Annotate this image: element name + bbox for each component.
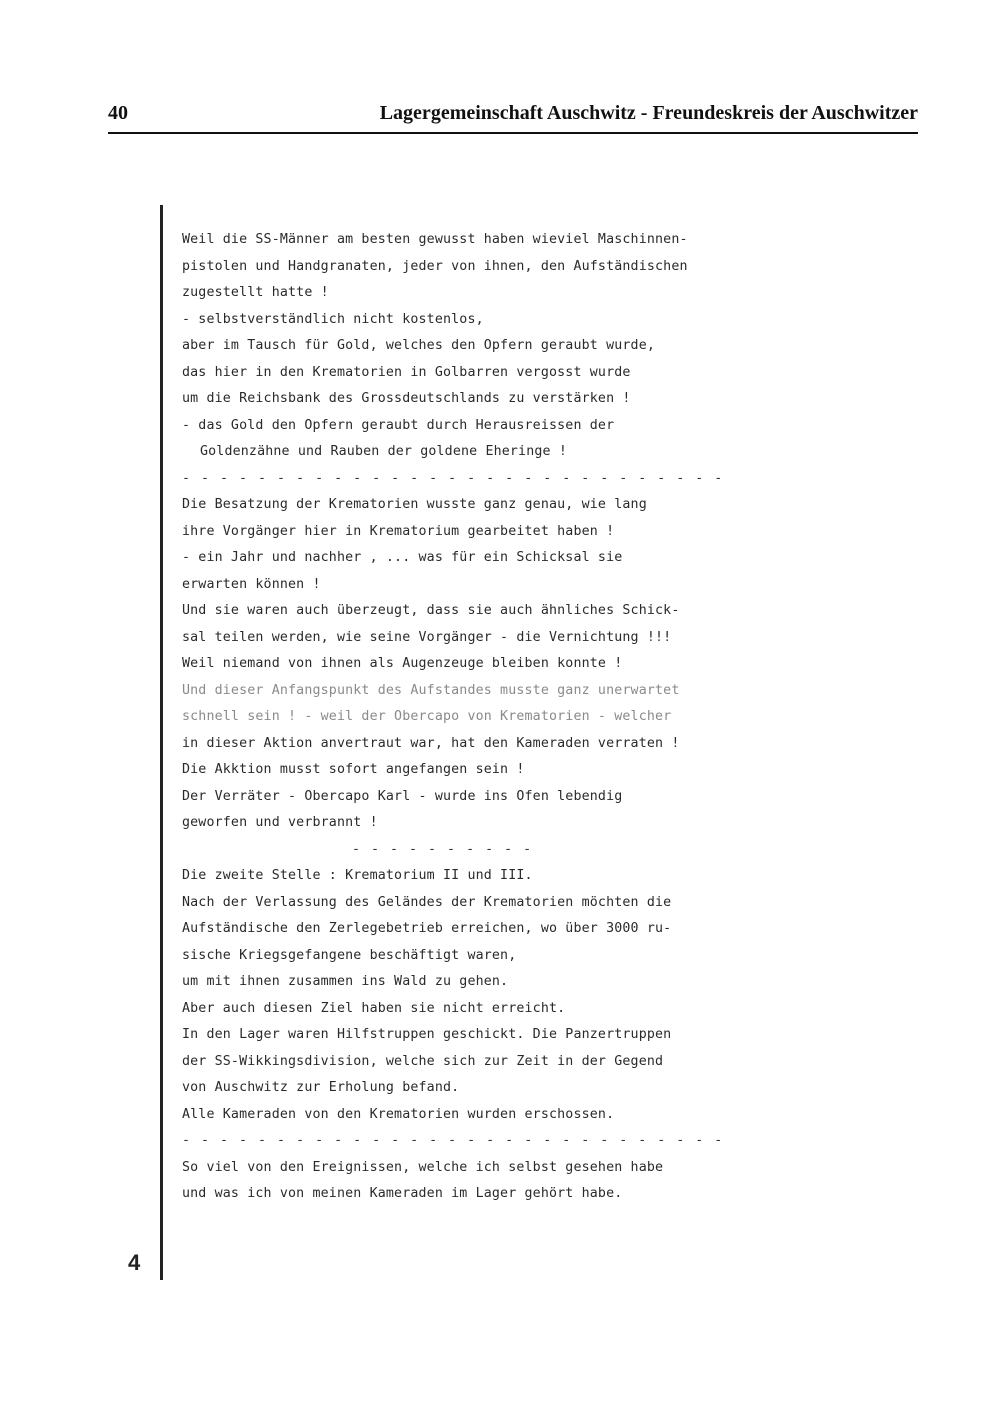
text-line: erwarten können !: [182, 576, 321, 592]
text-line: Die Akktion musst sofort angefangen sein !: [182, 762, 525, 777]
text-line: - selbstverständlich nicht kostenlos,: [182, 311, 484, 327]
text-line: Weil die SS-Männer am besten gewusst haben wieviel Maschinnen-: [182, 232, 688, 247]
text-line: pistolen und Handgranaten, jeder von ihnen, den Aufständischen: [182, 258, 688, 274]
text-line: um die Reichsbank des Grossdeutschlands zu verstärken !: [182, 391, 631, 406]
scan-page-mark: 4: [128, 1250, 141, 1275]
typewritten-text: [182, 227, 832, 1208]
text-line: - ein Jahr und nachher , ... was für ein Schicksal sie: [182, 550, 623, 565]
text-line: das hier in den Krematorien in Golbarren vergosst wurde: [182, 364, 631, 380]
text-line: Aber auch diesen Ziel haben sie nicht erreicht.: [182, 1000, 566, 1016]
text-line: sische Kriegsgefangene beschäftigt waren,: [182, 947, 517, 963]
text-line: von Auschwitz zur Erholung befand.: [182, 1080, 460, 1095]
text-line: Die zweite Stelle : Krematorium II und III.: [182, 868, 533, 883]
text-line: ihre Vorgänger hier in Krematorium gearbeitet haben !: [182, 523, 615, 539]
text-line: der SS-Wikkingsdivision, welche sich zur Zeit in der Gegend: [182, 1053, 664, 1069]
text-line: Aufständische den Zerlegebetrieb erreichen, wo über 3000 ru-: [182, 921, 672, 936]
dash-separator: - - - - - - - - - - - - - - - - - - - - - - - - - - - - -: [182, 1133, 724, 1148]
dash-separator: - - - - - - - - - - - - - - - - - - - - - - - - - - - - -: [182, 470, 724, 486]
text-line: Alle Kameraden von den Krematorien wurden erschossen.: [182, 1106, 615, 1122]
text-line: So viel von den Ereignissen, welche ich selbst gesehen habe: [182, 1159, 664, 1175]
text-line: Weil niemand von ihnen als Augenzeuge bleiben konnte !: [182, 656, 623, 671]
text-line: zugestellt hatte !: [182, 285, 329, 300]
text-line: geworfen und verbrannt !: [182, 815, 378, 830]
margin-rule: [160, 205, 163, 1280]
text-line: sal teilen werden, wie seine Vorgänger - die Vernichtung !!!: [182, 629, 672, 645]
text-line: - das Gold den Opfern geraubt durch Herausreissen der: [182, 417, 615, 433]
text-line: aber im Tausch für Gold, welches den Opfern geraubt wurde,: [182, 338, 656, 353]
text-line: Nach der Verlassung des Geländes der Krematorien möchten die: [182, 894, 672, 910]
running-title: Lagergemeinschaft Auschwitz - Freundeskreis der Auschwitzer: [379, 102, 918, 124]
text-line: Und sie waren auch überzeugt, dass sie auch ähnliches Schick-: [182, 603, 680, 618]
text-line: und was ich von meinen Kameraden im Lager gehört habe.: [182, 1186, 623, 1201]
text-line: In den Lager waren Hilfstruppen geschickt. Die Panzertruppen: [182, 1027, 672, 1042]
text-line: Der Verräter - Obercapo Karl - wurde ins Ofen lebendig: [182, 788, 623, 804]
dash-separator: - - - - - - - - - -: [352, 841, 533, 857]
page-header: [108, 98, 918, 134]
text-line: Goldenzähne und Rauben der goldene Eheringe !: [200, 444, 567, 459]
text-line: schnell sein ! - weil der Obercapo von Krematorien - welcher: [182, 709, 672, 724]
text-line: Die Besatzung der Krematorien wusste ganz genau, wie lang: [182, 497, 647, 512]
text-line: um mit ihnen zusammen ins Wald zu gehen.: [182, 974, 509, 989]
text-line: Und dieser Anfangspunkt des Aufstandes musste ganz unerwartet: [182, 682, 680, 698]
text-line: in dieser Aktion anvertraut war, hat den Kameraden verraten !: [182, 735, 680, 751]
typewritten-scan: [160, 205, 840, 1280]
page-number: 40: [108, 102, 128, 124]
